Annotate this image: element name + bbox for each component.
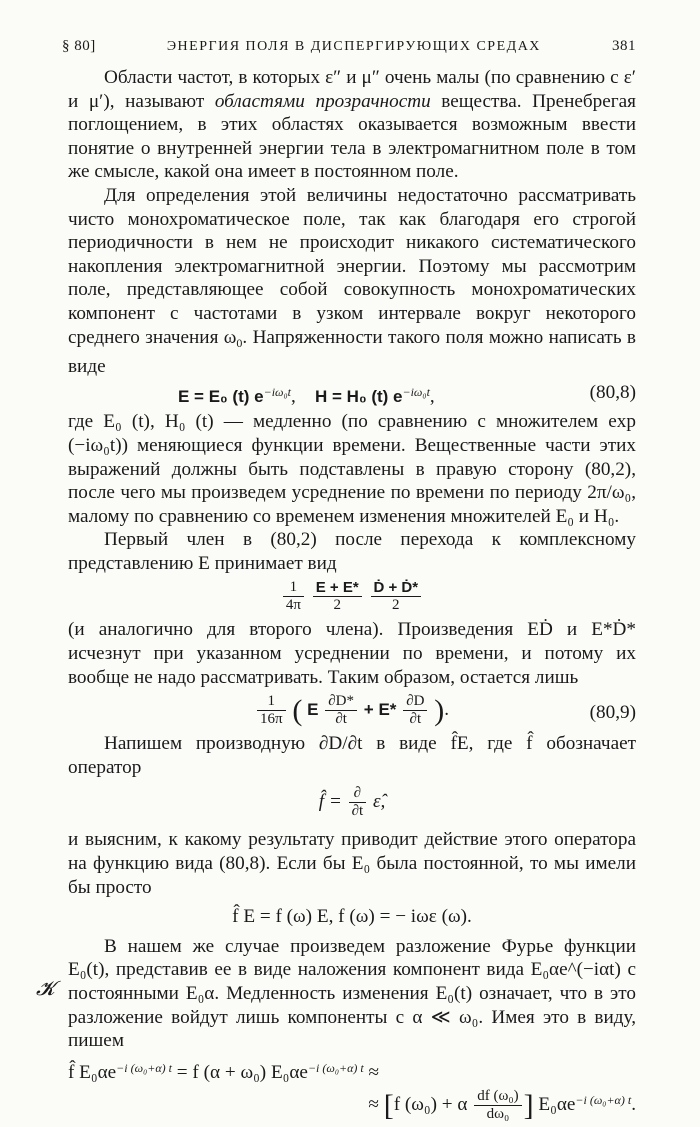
- eq-part: ≈: [368, 1094, 384, 1116]
- fraction: $\frac{\partial}{\partial t}$: [349, 785, 367, 820]
- fraction: $\frac{1}{4\pi}$: [283, 579, 304, 614]
- page-header: [62, 38, 636, 55]
- page-body: [68, 66, 636, 1127]
- eq-part: ≈: [363, 1061, 380, 1083]
- text-run: Для определения этой величины недостаточно рассматривать чисто монохроматическое поле, так как благодаря его строгой периодичности в нем не происходит никакого систематического накопления электромагнитной энергии. Поэтому мы рассмотрим поле, представляющее собой совокупность монохроматических компонент с частотами в узком интервале вокруг некоторого среднего значения ω: [68, 184, 636, 348]
- paragraph-transparency: [68, 66, 636, 184]
- eq-exponent: −iω₀t: [402, 384, 430, 399]
- equation-first-term: [68, 579, 636, 614]
- fraction: $\frac{\partial D*}{\partial t}$: [325, 693, 357, 728]
- text-run: вещества. Пренебрегая поглощением, в этих областях оказывается возможным ввести понятие о внутренней энергии тела в электромагнитном поле в том же смысле, какой она имеет в постоянном поле.: [68, 90, 636, 183]
- paragraph-result: и выясним, к какому результату приводит действие этого оператора на функцию вида (80,8). Если бы E₀ была постоянной, то мы имели бы просто: [68, 829, 636, 898]
- fraction: $\frac{\text{df (ω₀)}}{\text{dω₀}}$: [474, 1088, 521, 1123]
- eq-part: f̂ E₀αe: [68, 1061, 117, 1083]
- fraction: $\frac{E + E*}{2}$: [313, 579, 362, 614]
- section-label: § 80]: [62, 38, 96, 54]
- eq-part: .: [631, 1094, 636, 1116]
- page-number: 381: [611, 38, 636, 54]
- running-title: ЭНЕРГИЯ ПОЛЯ В ДИСПЕРГИРУЮЩИХ СРЕДАХ: [166, 39, 541, 54]
- paragraph-operator: Напишем производную ∂D/∂t в виде f̂E, где f̂ обозначает оператор: [68, 733, 636, 778]
- paragraph-monochromatic: Для определения этой величины недостаточно рассматривать чисто монохроматическое поле, так как благодаря его строгой периодичности в нем не происходит никакого систематического накопления электромагнитной энергии. Поэтому мы рассмотрим поле, представляющее собой совокупность монохроматических компонент с частотами в узком интервале вокруг некоторого среднего значения $\omega_0$. Напряженности такого поля можно написать в виде: [68, 184, 636, 378]
- eq-part: = f (α + ω₀) E₀αe: [171, 1061, 308, 1083]
- paragraph-fourier: В нашем же случае произведем разложение Фурье функции E₀(t), представив ее в виде наложения компонент вида E₀αe^(−iαt) с постоянными E₀α. Медленность изменения E₀(t) означает, что в это разложение войдут лишь компоненты с α ≪ ω₀. Имея это в виду, пишем: [68, 935, 636, 1052]
- eq-exponent: −iω₀t: [263, 384, 292, 399]
- paragraph-slow-functions: где E₀ (t), H₀ (t) — медленно (по сравнению с множителем exp (−iω₀t)) меняющиеся функции времени. Вещественные части этих выражений должны быть подставлены в правую сторону (80,2), после чего мы произведем усреднение по времени по периоду 2π/ω₀, малому по сравнению со временем изменения множителей E₀ и H₀.: [68, 411, 636, 527]
- eq-part: E₀αe: [533, 1094, 576, 1116]
- equation-expansion-line2: ≈ [f (ω₀) + α $\frac{\text{df (ω₀)}}{\text{dω₀}}$ ] $E_0\alpha e^{-i (\omega_0+\alpha) t}$.: [368, 1088, 636, 1123]
- equation-operator: [68, 785, 636, 820]
- fraction: $\frac{\partial D}{\partial t}$: [403, 693, 427, 728]
- eq-part: E: [307, 700, 319, 720]
- eq-exponent: −i (ω₀+α) t: [307, 1060, 364, 1075]
- paragraph-averaging: (и аналогично для второго члена). Произведения EḊ и E*Ḋ* исчезнут при указанном усреднении по времени, и потому их вообще не надо рассматривать. Таким образом, остается лишь: [68, 619, 636, 688]
- text-run: Области частот, в которых ε″ и μ″ очень малы (по сравнению с ε′ и μ′), называют: [68, 67, 636, 112]
- equation-number: (80,8): [589, 381, 636, 403]
- equation-expansion-line1: [68, 1057, 636, 1085]
- paragraph-first-term: Первый член в (80,2) после перехода к комплексному представлению E принимает вид: [68, 529, 636, 574]
- equation-80-9: $\frac{1}{16\pi}$ ( E $\frac{\partial D*}{\partial t}$ + E* $\frac{\partial D}{\partial t}$ ). (80,9): [68, 693, 636, 728]
- equation-number: (80,9): [589, 702, 636, 724]
- fraction: $\frac{\text{Ḋ + Ḋ*}}{2}$: [371, 579, 422, 614]
- eq-part: E = E₀ (t) e: [178, 386, 264, 406]
- eq-part: ε̂,: [372, 791, 386, 813]
- text-run: . Напряженности такого поля можно написать в виде: [68, 326, 636, 378]
- italic-term: областями прозрачности: [214, 90, 431, 112]
- eq-part: H = H₀ (t) e: [315, 386, 403, 406]
- equation-constant-case: [68, 905, 636, 929]
- fraction: $\frac{1}{16\pi}$: [257, 693, 286, 728]
- eq-part: f̂ =: [318, 791, 347, 813]
- eq-exponent: −i (ω₀+α) t: [116, 1060, 172, 1075]
- eq-part: f (ω₀) + α: [393, 1094, 473, 1116]
- eq-exponent: −i (ω₀+α) t: [575, 1093, 632, 1108]
- eq-part: + E*: [363, 700, 397, 720]
- footer-mark: 𝓚: [36, 978, 55, 1000]
- equation-80-8: E = E₀ (t) $e^{-i\omega_0t}$, H = H₀ (t) $e^{-i\omega_0t}$, (80,8): [178, 381, 636, 407]
- eq-part: f̂ E = f (ω) E, f (ω) = − iωε (ω).: [232, 906, 472, 928]
